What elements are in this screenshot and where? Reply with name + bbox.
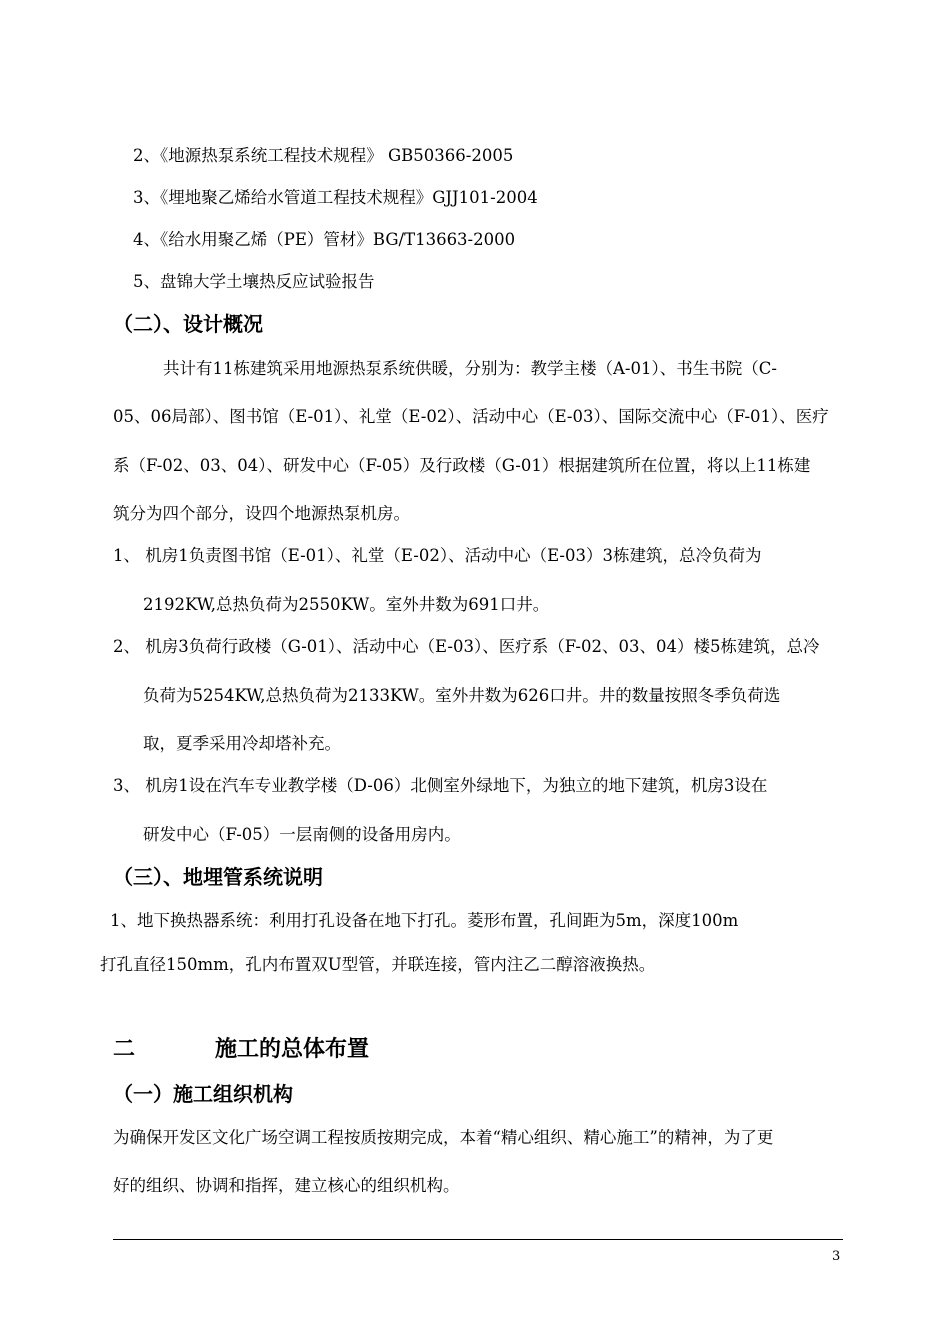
section-heading: （三）、地埋管系统说明 xyxy=(113,865,323,889)
footer-rule xyxy=(113,1239,843,1240)
page-number: 3 xyxy=(832,1249,841,1264)
reference-item: 4、《给水用聚乙烯（PE）管材》BG/T13663-2000 xyxy=(133,230,516,249)
paragraph-line: 为确保开发区文化广场空调工程按质按期完成，本着“精心组织、精心施工”的精神，为了更 xyxy=(113,1128,774,1147)
chapter-title: 施工的总体布置 xyxy=(215,1037,370,1062)
paragraph-line: 打孔直径150mm，孔内布置双U型管，并联连接，管内注乙二醇溶液换热。 xyxy=(100,955,656,974)
list-item-line: 3、 机房1设在汽车专业教学楼（D-06）北侧室外绿地下，为独立的地下建筑，机房3设在 xyxy=(113,776,768,795)
paragraph-line: 共计有11栋建筑采用地源热泵系统供暖，分别为：教学主楼（A-01）、书生书院（C- xyxy=(163,359,777,378)
list-item-line: 取，夏季采用冷却塔补充。 xyxy=(143,734,341,753)
chapter-number: 二 xyxy=(113,1037,136,1062)
list-item-line: 1、 机房1负责图书馆（E-01）、礼堂（E-02）、活动中心（E-03）3栋建筑，总冷负荷为 xyxy=(113,546,762,565)
paragraph-line: 05、06局部）、图书馆（E-01）、礼堂（E-02）、活动中心（E-03）、国际交流中心（F-01）、医疗 xyxy=(113,407,829,426)
paragraph-line: 1、地下换热器系统：利用打孔设备在地下打孔。菱形布置，孔间距为5m，深度100m xyxy=(110,911,739,930)
list-item-line: 研发中心（F-05）一层南侧的设备用房内。 xyxy=(143,825,461,844)
list-item-line: 2、 机房3负荷行政楼（G-01）、活动中心（E-03）、医疗系（F-02、03、04）楼5栋建筑，总冷 xyxy=(113,637,820,656)
section-heading: （二）、设计概况 xyxy=(113,312,263,336)
list-item-line: 负荷为5254KW,总热负荷为2133KW。室外井数为626口井。井的数量按照冬季负荷选 xyxy=(143,686,781,705)
sub-heading: （一）施工组织机构 xyxy=(113,1082,293,1106)
reference-item: 5、盘锦大学土壤热反应试验报告 xyxy=(133,272,375,291)
reference-item: 2、《地源热泵系统工程技术规程》 GB50366-2005 xyxy=(133,146,514,165)
paragraph-line: 系（F-02、03、04）、研发中心（F-05）及行政楼（G-01）根据建筑所在位置，将以上11栋建 xyxy=(113,456,811,475)
list-item-line: 2192KW,总热负荷为2550KW。室外井数为691口井。 xyxy=(143,595,550,614)
paragraph-line: 好的组织、协调和指挥，建立核心的组织机构。 xyxy=(113,1176,460,1195)
paragraph-line: 筑分为四个部分，设四个地源热泵机房。 xyxy=(113,504,410,523)
reference-item: 3、《埋地聚乙烯给水管道工程技术规程》GJJ101-2004 xyxy=(133,188,538,207)
